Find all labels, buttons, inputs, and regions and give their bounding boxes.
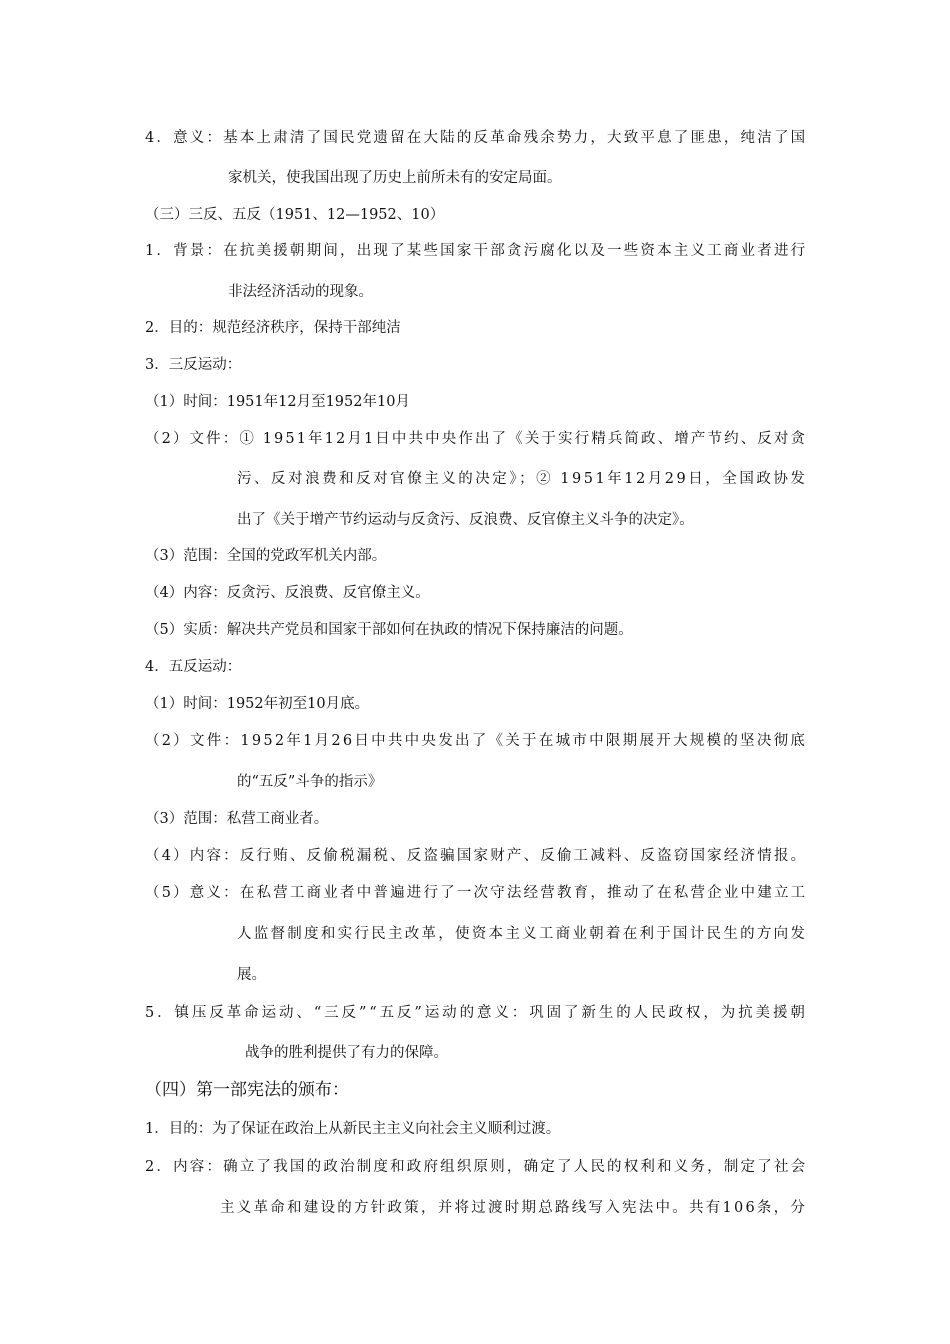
text-line: 3．三反运动：: [145, 357, 242, 373]
text-line: （4）内容：反贪污、反浪费、反官僚主义。: [145, 585, 430, 601]
text-line: 2．内容：确立了我国的政治制度和政府组织原则，确定了人民的权利和义务，制定了社会: [145, 1159, 808, 1175]
text-line: 4．五反运动：: [145, 659, 242, 675]
text-line: 5．镇压反革命运动、“三反”“五反”运动的意义：巩固了新生的人民政权，为抗美援朝: [145, 1005, 808, 1021]
text-line: 主义革命和建设的方针政策，并将过渡时期总路线写入宪法中。共有106条，分: [220, 1200, 808, 1216]
text-line: 出了《关于增产节约运动与反贪污、反浪费、反官僚主义斗争的决定》。: [237, 512, 694, 528]
text-line: （4）内容：反行贿、反偷税漏税、反盗骗国家财产、反偷工减料、反盗窃国家经济情报。: [145, 848, 808, 864]
text-line: 家机关，使我国出现了历史上前所未有的安定局面。: [228, 170, 562, 186]
text-line: 4．意义：基本上肃清了国民党遗留在大陆的反革命残余势力，大致平息了匪患，纯洁了国: [145, 130, 808, 146]
text-line: 1．目的：为了保证在政治上从新民主主义向社会主义顺利过渡。: [145, 1121, 561, 1137]
text-line: 人监督制度和实行民主改革，使资本主义工商业朝着在利于国计民生的方向发: [237, 926, 808, 942]
text-line: （2）文件：① 1951年12月1日中共中央作出了《关于实行精兵简政、增产节约、反对贪: [145, 431, 808, 447]
text-line: （3）范围：私营工商业者。: [145, 811, 329, 827]
text-line: （1）时间：1952年初至10月底。: [145, 696, 370, 712]
text-line: （5）意义：在私营工商业者中普遍进行了一次守法经营教育，推动了在私营企业中建立工: [145, 885, 808, 901]
text-line: 污、反对浪费和反对官僚主义的决定》；② 1951年12月29日，全国政协发: [237, 471, 808, 487]
text-line: 2．目的：规范经济秩序，保持干部纯洁: [145, 320, 401, 336]
text-line: （1）时间：1951年12月至1952年10月: [145, 394, 410, 410]
text-line: 战争的胜利提供了有力的保障。: [245, 1045, 448, 1061]
text-line: 非法经济活动的现象。: [228, 284, 373, 300]
text-line: （3）范围：全国的党政军机关内部。: [145, 548, 387, 564]
section-heading: （四）第一部宪法的颁布：: [145, 1080, 349, 1100]
section-heading: （三）三反、五反（1951、12—1952、10）: [145, 207, 445, 223]
text-line: （2）文件：1952年1月26日中共中央发出了《关于在城市中限期展开大规模的坚决彻底: [145, 733, 808, 749]
text-line: 的“五反”斗争的指示》: [237, 774, 383, 790]
text-line: 展。: [237, 967, 266, 983]
text-line: 1．背景：在抗美援朝期间，出现了某些国家干部贪污腐化以及一些资本主义工商业者进行: [145, 243, 808, 259]
text-line: （5）实质：解决共产党员和国家干部如何在执政的情况下保持廉洁的问题。: [145, 622, 633, 638]
